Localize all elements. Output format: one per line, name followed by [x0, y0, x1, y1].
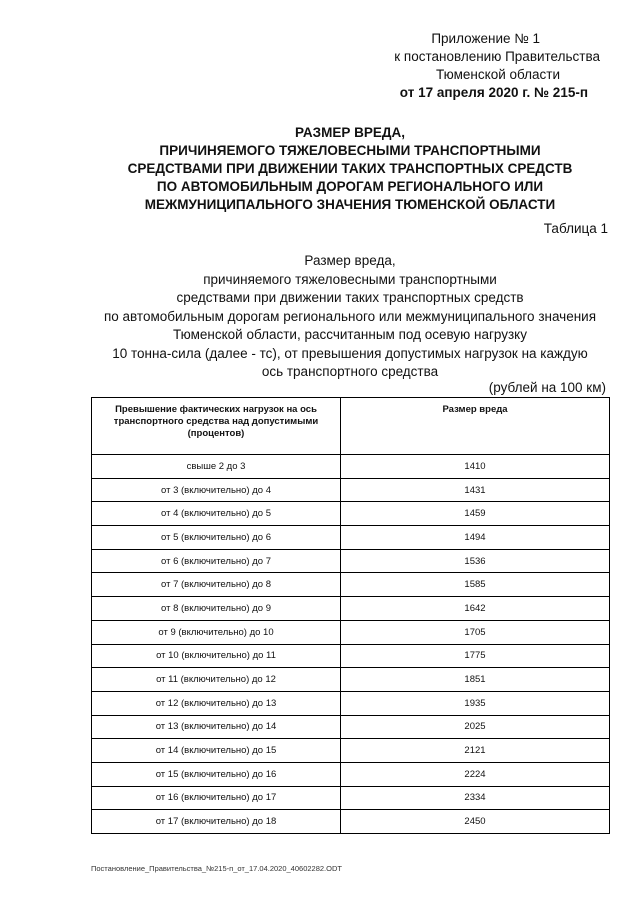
appendix-ref: к постановлению Правительства: [394, 49, 600, 64]
table-row: [92, 786, 610, 810]
cell-value: 1642: [341, 597, 610, 621]
cell-range: от 13 (включительно) до 14: [92, 715, 341, 739]
cell-value: 1851: [341, 668, 610, 692]
header-line: транспортного средства над допустимыми: [113, 416, 319, 427]
table-row: [92, 668, 610, 692]
table-row: [92, 597, 610, 621]
cell-value: 1585: [341, 573, 610, 597]
table-title-line: по автомобильным дорогам регионального или межмуниципального значения: [103, 308, 597, 324]
file-footer: Постановление_Правительства_№215-п_от_17.04.2020_40602282.ODT: [91, 864, 342, 873]
table-label: Таблица 1: [543, 221, 608, 236]
cell-value: 2025: [341, 715, 610, 739]
table-row: [92, 455, 610, 479]
cell-value: 2334: [341, 786, 610, 810]
damage-table: [91, 397, 610, 834]
cell-value: 1431: [341, 478, 610, 502]
table-row: [92, 502, 610, 526]
appendix-block: [300, 30, 600, 102]
cell-value: 1705: [341, 620, 610, 644]
header-load-excess: [92, 398, 341, 455]
cell-value: 2450: [341, 810, 610, 834]
document-title-line: ПО АВТОМОБИЛЬНЫМ ДОРОГАМ РЕГИОНАЛЬНОГО ИЛИ: [156, 179, 544, 194]
cell-value: 2121: [341, 739, 610, 763]
table-row: [92, 478, 610, 502]
cell-value: 1935: [341, 691, 610, 715]
table-title: [60, 252, 640, 382]
cell-range: от 3 (включительно) до 4: [92, 478, 341, 502]
cell-range: от 17 (включительно) до 18: [92, 810, 341, 834]
document-title-line: МЕЖМУНИЦИПАЛЬНОГО ЗНАЧЕНИЯ ТЮМЕНСКОЙ ОБЛАСТИ: [144, 197, 556, 212]
table-row: [92, 715, 610, 739]
table-row: [92, 810, 610, 834]
table-title-line: 10 тонна-сила (далее - тс), от превышения допустимых нагрузок на каждую: [112, 345, 588, 361]
cell-range: от 5 (включительно) до 6: [92, 526, 341, 550]
document-title-line: РАЗМЕР ВРЕДА,: [295, 125, 405, 140]
cell-range: от 10 (включительно) до 11: [92, 644, 341, 668]
cell-range: от 4 (включительно) до 5: [92, 502, 341, 526]
table-row: [92, 526, 610, 550]
cell-range: от 9 (включительно) до 10: [92, 620, 341, 644]
table-row: [92, 762, 610, 786]
table-row: [92, 573, 610, 597]
cell-value: 1775: [341, 644, 610, 668]
table-header-row: [92, 398, 610, 455]
cell-range: от 8 (включительно) до 9: [92, 597, 341, 621]
header-damage-size: Размер вреда: [341, 398, 610, 455]
cell-value: 2224: [341, 762, 610, 786]
appendix-date: от 17 апреля 2020 г. № 215-п: [399, 85, 588, 100]
table-title-line: ось транспортного средства: [261, 364, 439, 379]
header-line: Превышение фактических нагрузок на ось: [115, 404, 317, 415]
cell-value: 1410: [341, 455, 610, 479]
cell-range: от 14 (включительно) до 15: [92, 739, 341, 763]
table-title-line: Тюменской области, рассчитанным под осевую нагрузку: [172, 327, 527, 342]
cell-range: от 7 (включительно) до 8: [92, 573, 341, 597]
cell-value: 1459: [341, 502, 610, 526]
table-row: [92, 691, 610, 715]
cell-range: от 15 (включительно) до 16: [92, 762, 341, 786]
table-title-line: средствами при движении таких транспортных средств: [176, 290, 524, 305]
table-row: [92, 644, 610, 668]
appendix-number: Приложение № 1: [431, 31, 540, 46]
units-label: (рублей на 100 км): [488, 380, 606, 395]
table-title-line: Размер вреда,: [304, 253, 396, 268]
table-title-line: причиняемого тяжеловесными транспортными: [203, 271, 497, 287]
cell-range: от 12 (включительно) до 13: [92, 691, 341, 715]
document-title-line: ПРИЧИНЯЕМОГО ТЯЖЕЛОВЕСНЫМИ ТРАНСПОРТНЫМИ: [159, 143, 541, 158]
table-row: [92, 620, 610, 644]
document-title-line: СРЕДСТВАМИ ПРИ ДВИЖЕНИИ ТАКИХ ТРАНСПОРТНЫХ СРЕДСТВ: [127, 161, 573, 176]
cell-range: от 11 (включительно) до 12: [92, 668, 341, 692]
appendix-region: Тюменской области: [436, 67, 560, 82]
cell-range: свыше 2 до 3: [92, 455, 341, 479]
cell-range: от 16 (включительно) до 17: [92, 786, 341, 810]
cell-value: 1536: [341, 549, 610, 573]
header-line: (процентов): [187, 428, 245, 439]
table-row: [92, 549, 610, 573]
table-row: [92, 739, 610, 763]
cell-range: от 6 (включительно) до 7: [92, 549, 341, 573]
cell-value: 1494: [341, 526, 610, 550]
document-title: [60, 124, 640, 214]
